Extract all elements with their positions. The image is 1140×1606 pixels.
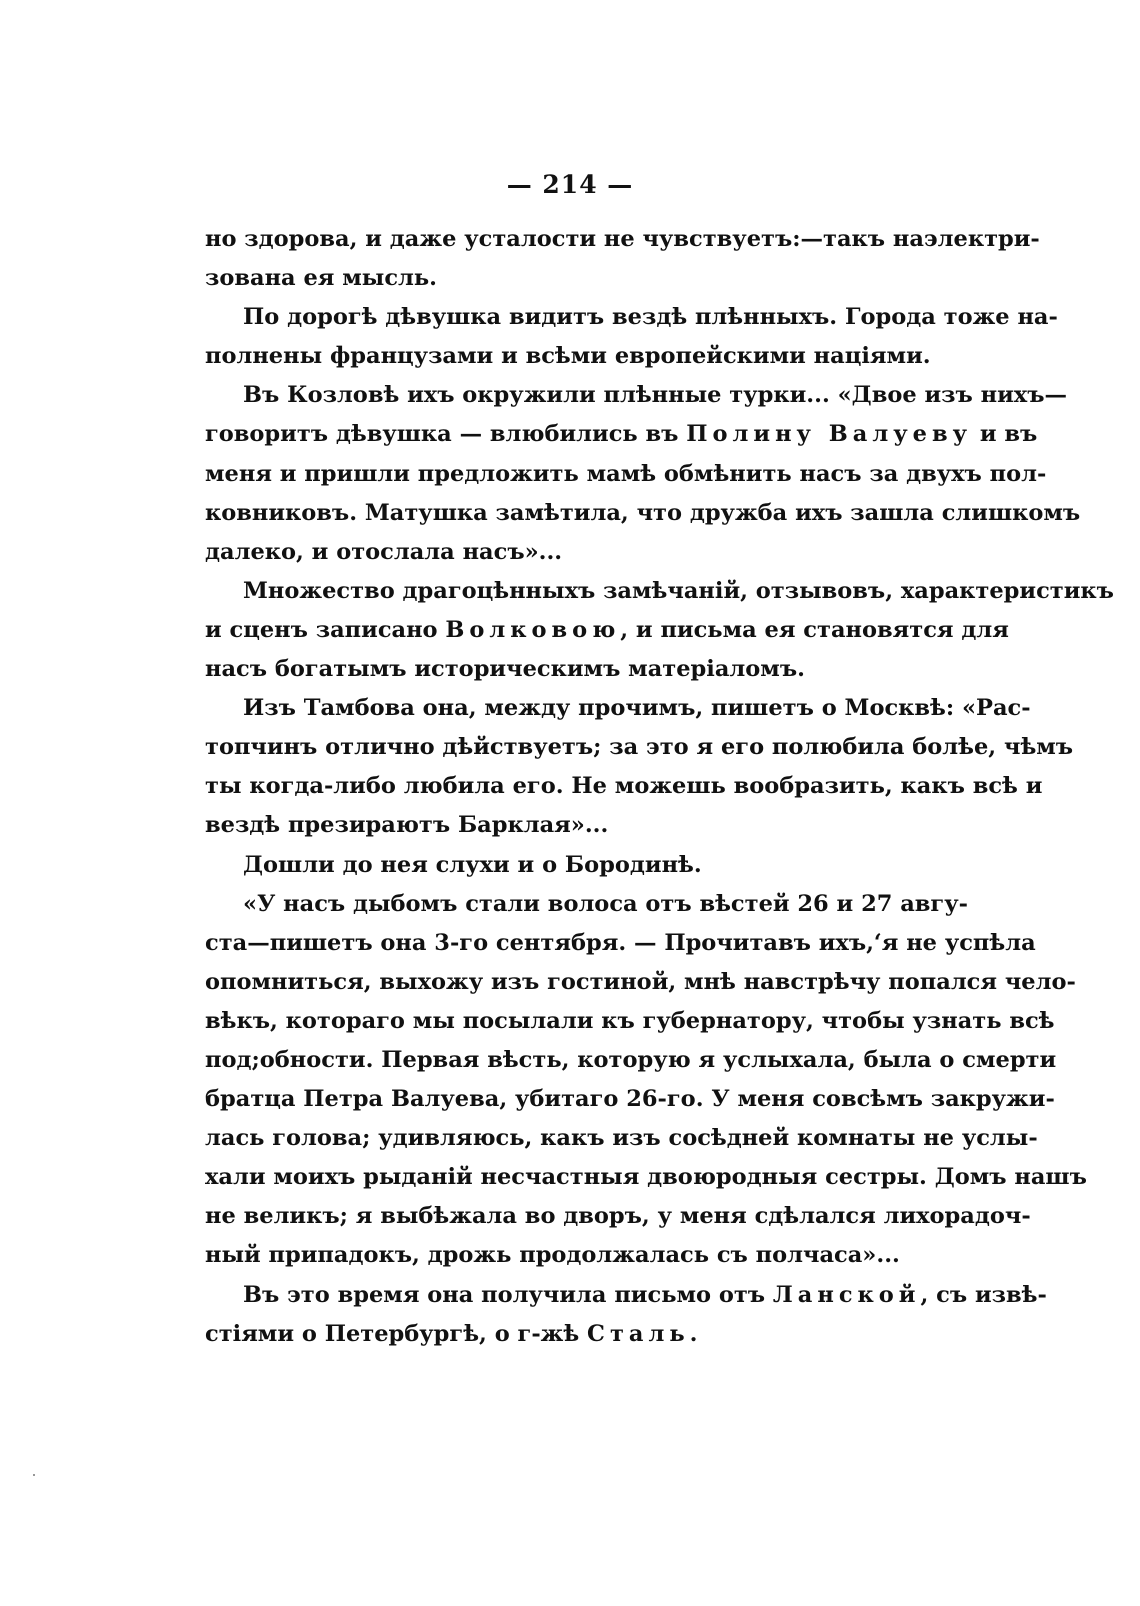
text-line: ковниковъ. Матушка замѣтила, что дружба ихъ зашла слишкомъ bbox=[205, 499, 1081, 526]
text-line: братца Петра Валуева, убитаго 26-го. У меня совсѣмъ закружи- bbox=[205, 1086, 1055, 1113]
paragraph-start: Въ это время она получила письмо отъ Ланской, съ извѣ- bbox=[243, 1281, 1047, 1308]
spaced-name: Полину Валуеву bbox=[686, 421, 973, 448]
body-text bbox=[205, 220, 1114, 1354]
text-line: ный припадокъ, дрожь продолжалась съ полчаса»... bbox=[205, 1242, 900, 1269]
text-line: ста—пишетъ она 3-го сентября. — Прочитавъ ихъ,‘я не успѣла bbox=[205, 929, 1036, 956]
paragraph-start: Въ Козловѣ ихъ окружили плѣнные турки... «Двое изъ нихъ— bbox=[243, 382, 1067, 409]
text-line: лась голова; удивляюсь, какъ изъ сосѣдней комнаты не услы- bbox=[205, 1125, 1038, 1152]
scan-speck bbox=[33, 1474, 35, 1476]
text-line: стіями о Петербургѣ, о г-жѣ Сталь. bbox=[205, 1320, 698, 1347]
page-number: — 214 — bbox=[506, 170, 634, 199]
text-line: не великъ; я выбѣжала во дворъ, у меня сдѣлался лихорадоч- bbox=[205, 1203, 1031, 1230]
text-line: под;обности. Первая вѣсть, которую я услыхала, была о смерти bbox=[205, 1046, 1057, 1073]
spaced-name: Волковою bbox=[445, 616, 621, 643]
text-line: вездѣ презираютъ Барклая»... bbox=[205, 812, 609, 839]
text-line: опомниться, выхожу изъ гостиной, мнѣ навстрѣчу попался чело- bbox=[205, 968, 1076, 995]
paragraph-start: Изъ Тамбова она, между прочимъ, пишетъ о Москвѣ: «Рас- bbox=[243, 695, 1031, 722]
text-line: ты когда-либо любила его. Не можешь вообразить, какъ всѣ и bbox=[205, 773, 1043, 800]
text-line: меня и пришли предложить мамѣ обмѣнить насъ за двухъ пол- bbox=[205, 460, 1047, 487]
paragraph-start: Множество драгоцѣнныхъ замѣчаній, отзывовъ, характеристикъ bbox=[243, 577, 1114, 604]
text-line: топчинъ отлично дѣйствуетъ; за это я его полюбила болѣе, чѣмъ bbox=[205, 734, 1074, 761]
text-line: полнены французами и всѣми европейскими націями. bbox=[205, 343, 931, 370]
text-line: хали моихъ рыданій несчастныя двоюродныя сестры. Домъ нашъ bbox=[205, 1164, 1087, 1191]
paragraph-start: Дошли до нея слухи и о Бородинѣ. bbox=[243, 851, 702, 878]
text-line: далеко, и отослала насъ»... bbox=[205, 538, 563, 565]
text-line: вѣкъ, котораго мы посылали къ губернатору, чтобы узнать всѣ bbox=[205, 1007, 1055, 1034]
text-line: насъ богатымъ историческимъ матеріаломъ. bbox=[205, 656, 805, 683]
spaced-name: Ланской bbox=[772, 1281, 921, 1308]
text-line: и сценъ записано Волковою, и письма ея становятся для bbox=[205, 616, 1009, 643]
text-line: зована ея мысль. bbox=[205, 265, 437, 292]
paragraph-start: По дорогѣ дѣвушка видитъ вездѣ плѣнныхъ. Города тоже на- bbox=[243, 304, 1058, 331]
text-line: говоритъ дѣвушка — влюбились въ Полину Валуеву и въ bbox=[205, 421, 1038, 448]
paragraph-start: «У насъ дыбомъ стали волоса отъ вѣстей 26 и 27 авгу- bbox=[243, 890, 968, 917]
text-line: но здорова, и даже усталости не чувствуетъ:—такъ наэлектри- bbox=[205, 226, 1040, 252]
spaced-name: Сталь bbox=[587, 1320, 690, 1347]
